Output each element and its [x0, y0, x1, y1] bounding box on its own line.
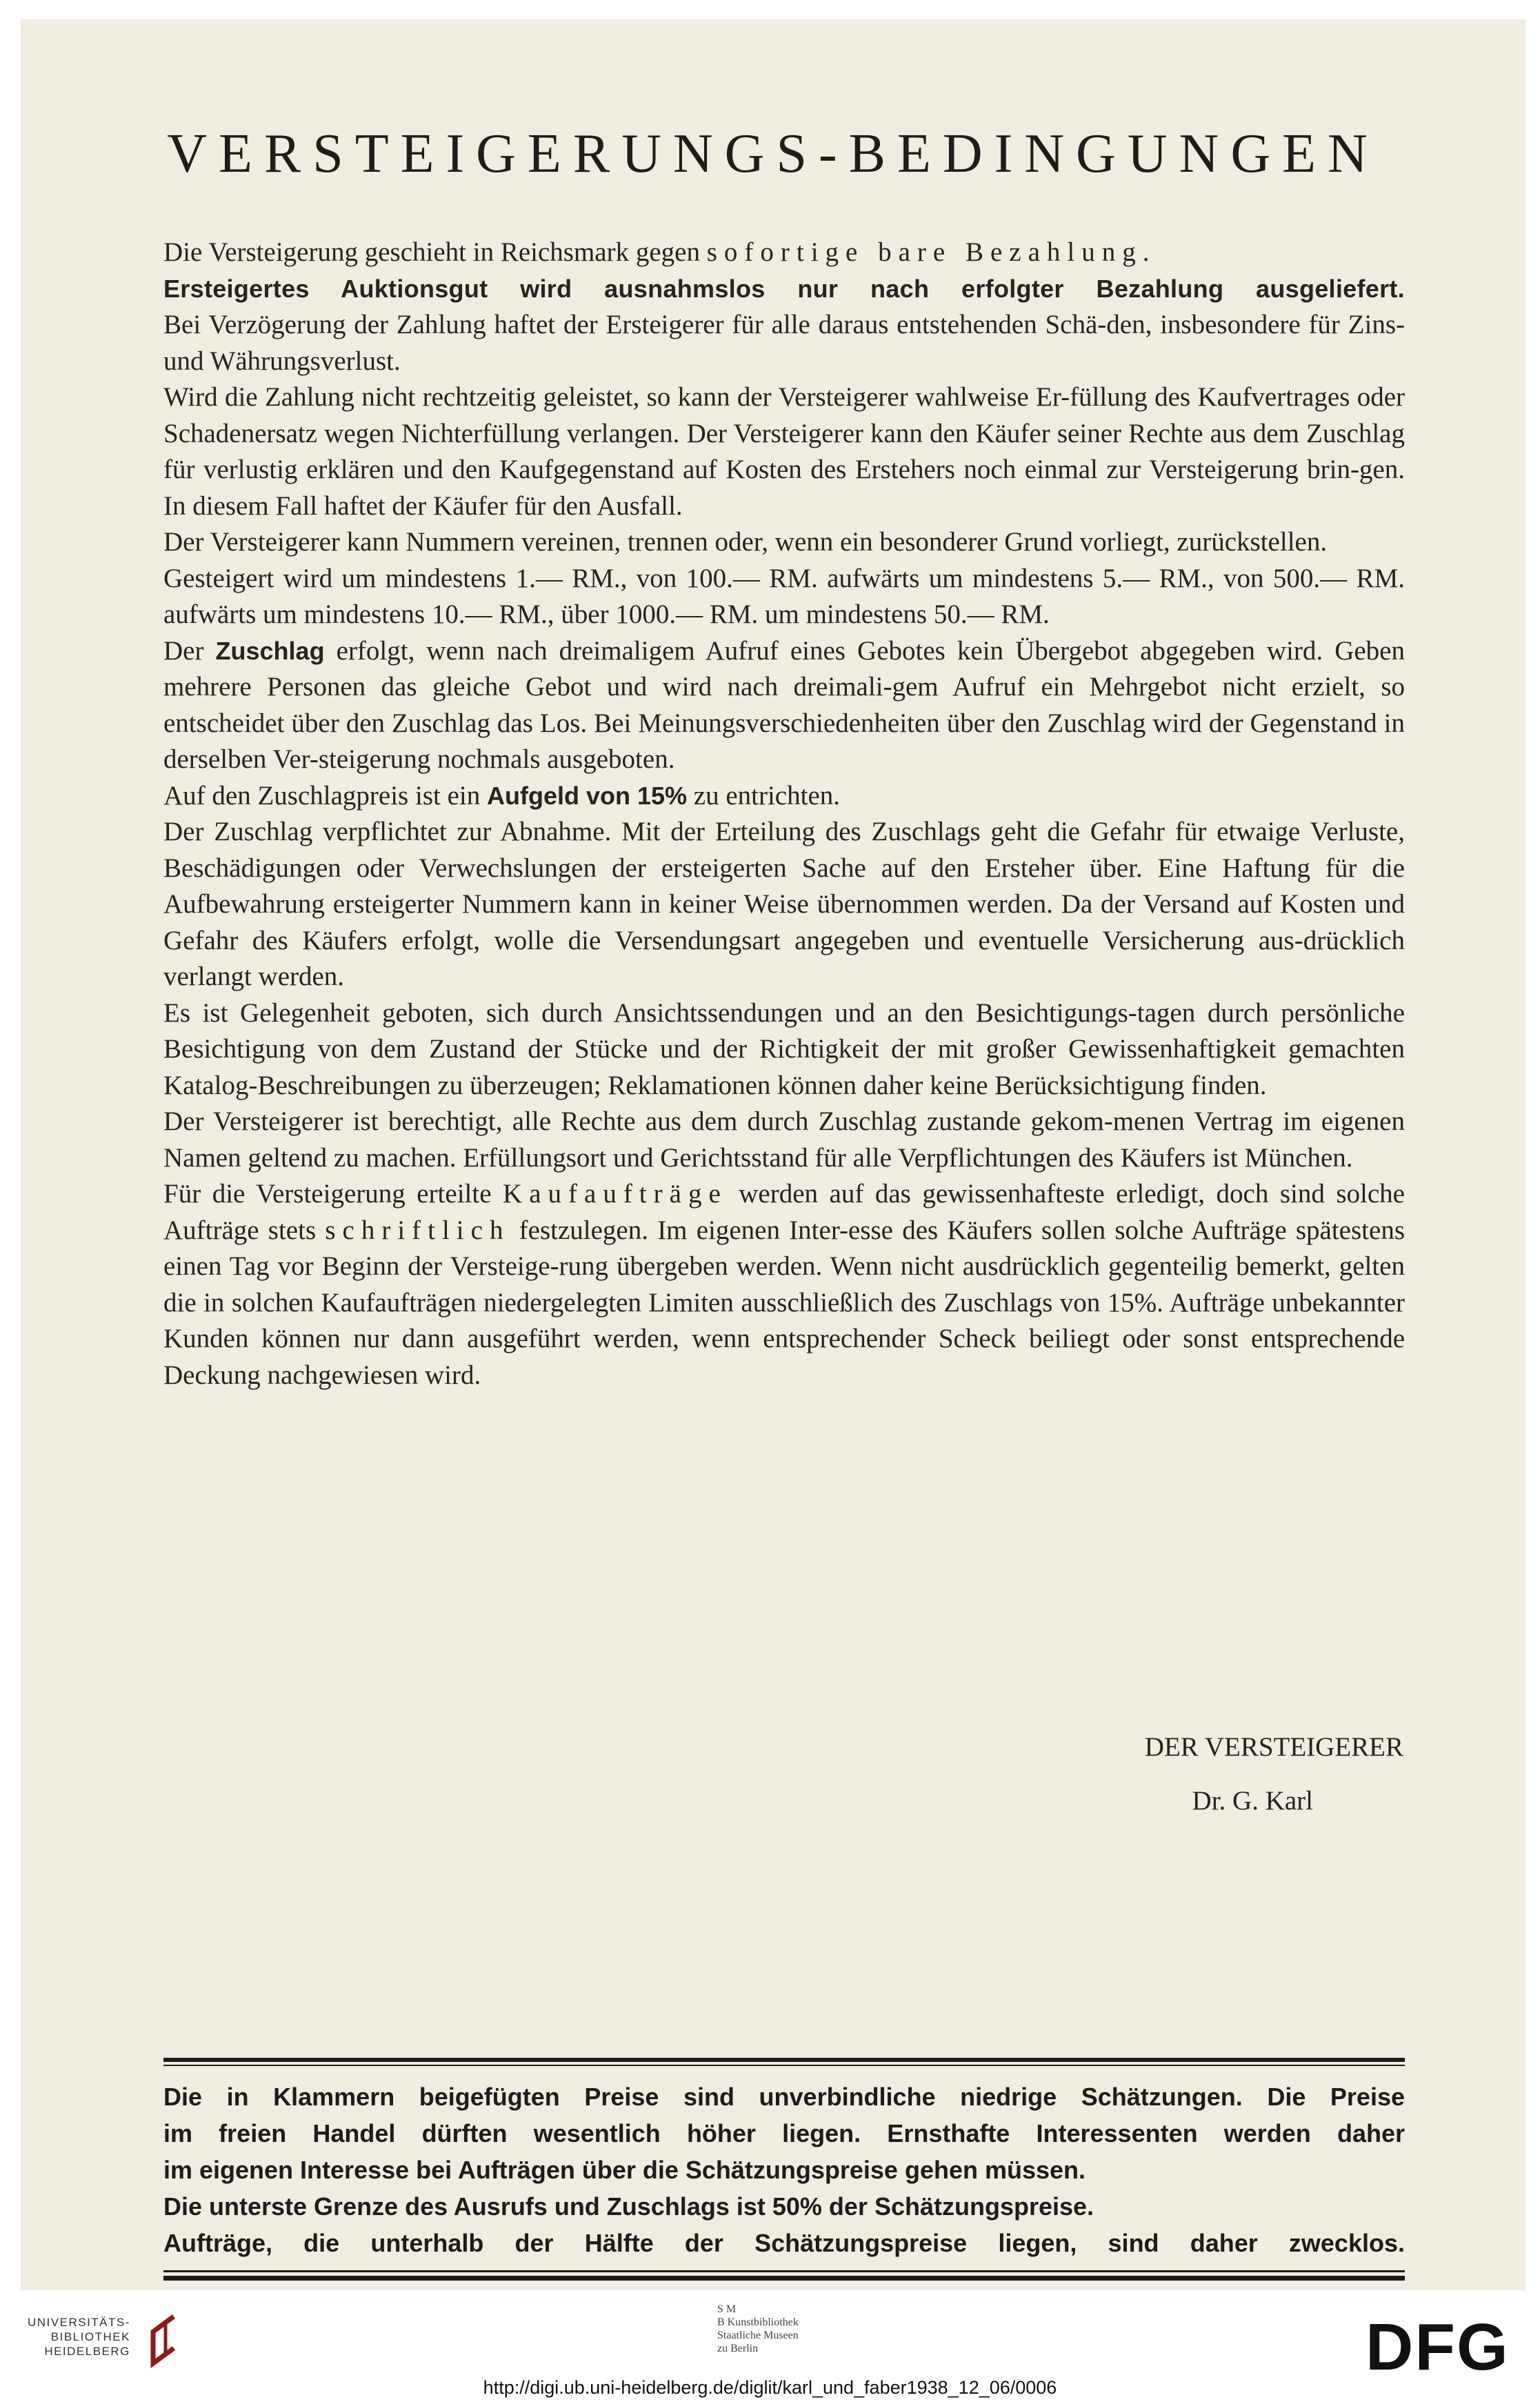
bold-emphasis: Ersteigertes Auktionsgut wird ausnahmslos nur nach erfolgter Bezahlung ausgeliefert. [163, 274, 1405, 303]
conditions-text [163, 235, 1405, 1393]
page-title: VERSTEIGERUNGS-BEDINGUNGEN [167, 123, 1379, 184]
document-page [21, 19, 1526, 2290]
paragraph-text: zu entrichten. [687, 780, 841, 811]
paragraph-text: festzulegen. Im eigenen Inter-esse des Käufers sollen solche Aufträge spätestens einen Tag vor Beginn der Versteige-rung übergeben werden. Wenn nicht ausdrücklich gegenteilig bemerkt, gelten die in solchen Kaufaufträgen niedergelegten Limiten ausschließlich des Zuschlags von 15%. Aufträge unbekannter Kunden können nur dann ausgeführt werden, wenn entsprechender Scheck beiliegt oder sonst entsprechende Deckung nachgewiesen wird. [163, 1215, 1405, 1390]
paragraph-text: Die Versteigerung geschieht in Reichsmark gegen [163, 237, 707, 267]
divider-rule [163, 2058, 1405, 2062]
library-logo-line: HEIDELBERG [44, 2345, 130, 2358]
paragraph-text: Bei Verzögerung der Zahlung haftet der Ersteigerer für alle daraus entstehenden Schä-den, insbesondere für Zins- und Währungsverlust. [163, 310, 1405, 376]
paragraph-orders [163, 1176, 1405, 1393]
paragraph-text: Für die Versteigerung erteilte [163, 1179, 503, 1209]
library-logo [28, 2315, 130, 2359]
paragraph-late-payment: Wird die Zahlung nicht rechtzeitig geleistet, so kann der Versteigerer wahlweise Er-füllung des Kaufvertrages oder Schadenersatz wegen Nichterfüllung verlangen. Der Versteigerer kann den Käufer seiner Rechte aus dem Zuschlag für verlustig erklären und den Kaufgegenstand auf Kosten des Erstehers noch einmal zur Versteigerung brin-gen. In diesem Fall haftet der Käufer für den Ausfall. [163, 382, 1405, 521]
signature-name: Dr. G. Karl [1192, 1786, 1313, 1816]
library-logo-line: BIBLIOTHEK [50, 2330, 130, 2343]
library-emblem-icon [138, 2311, 186, 2369]
paragraph-text: erfolgt, wenn nach dreimaligem Aufruf eines Gebotes kein Übergebot abgegeben wird. Geben mehrere Personen das gleiche Gebot und wird nach dreimali-gem Aufruf ein Mehrgebot nicht erzielt, so entscheidet über den Zuschlag das Los. Bei Meinungsverschiedenheiten über den Zuschlag wird der Gegenstand in derselben Ver-steigerung nochmals ausgeboten. [163, 635, 1405, 774]
price-notice [163, 2078, 1405, 2261]
bold-emphasis: Zuschlag [215, 636, 325, 665]
museum-stamp [717, 2303, 799, 2355]
paragraph-jurisdiction: Der Versteigerer ist berechtigt, alle Rechte aus dem durch Zuschlag zustande gekom-menen Vertrag im eigenen Namen geltend zu machen. Erfüllungsort und Gerichtsstand für alle Verpflichtungen des Käufers ist München. [163, 1106, 1405, 1173]
paragraph-hammer [163, 633, 1405, 778]
notice-line: Aufträge, die unterhalb der Hälfte der Schätzungspreise liegen, sind daher zwecklos. [163, 2229, 1405, 2257]
paragraph-obligation: Der Zuschlag verpflichtet zur Abnahme. Mit der Erteilung des Zuschlags geht die Gefahr für etwaige Verluste, Beschädigungen oder Verwechslungen der ersteigerten Sache auf den Ersteher über. Eine Haftung für die Aufbewahrung ersteigerter Nummern kann in keiner Weise übernommen werden. Da der Versand auf Kosten und Gefahr des Käufers erfolgt, wolle die Versendungsart angegeben und eventuelle Versicherung aus-drücklich verlangt werden. [163, 817, 1405, 991]
footer [0, 2290, 1540, 2402]
paragraph-increments: Gesteigert wird um mindestens 1.— RM., von 100.— RM. aufwärts um mindestens 5.— RM., von 500.— RM. aufwärts um mindestens 10.— RM., über 1000.— RM. um mindestens 50.— RM. [163, 563, 1405, 629]
source-url-link[interactable]: http://digi.ub.uni-heidelberg.de/diglit/karl_und_faber1938_12_06/0006 [483, 2377, 1057, 2398]
paragraph-inspection: Es ist Gelegenheit geboten, sich durch Ansichtssendungen und an den Besichtigungs-tagen durch persönliche Besichtigung von dem Zustand der Stücke und der Richtigkeit der mit großer Gewissenhaftigkeit gemachten Katalog-Beschreibungen zu überzeugen; Reklamationen können daher keine Berücksichtigung finden. [163, 997, 1405, 1100]
divider-rule [163, 2276, 1405, 2281]
divider-rule [163, 2270, 1405, 2272]
dfg-logo: DFG [1366, 2310, 1510, 2384]
paragraph-text: werden auf das gewissenhafteste erledigt, doch sind solche Aufträge stets [163, 1179, 1405, 1245]
paragraph-text: Auf den Zuschlagpreis ist ein [163, 780, 487, 811]
divider-rule [163, 2065, 1405, 2066]
paragraph-payment [163, 235, 1405, 271]
paragraph-premium [163, 778, 1405, 815]
notice-line: Die in Klammern beigefügten Preise sind unverbindliche niedrige Schätzungen. Die Preise [163, 2083, 1405, 2111]
notice-line: im eigenen Interesse bei Aufträgen über die Schätzungspreise gehen müssen. [163, 2156, 1086, 2184]
notice-line: im freien Handel dürften wesentlich höher liegen. Ernsthafte Interessenten werden daher [163, 2119, 1405, 2147]
paragraph-numbers: Der Versteigerer kann Nummern vereinen, trennen oder, wenn ein besonderer Grund vorliegt, zurückstellen. [163, 527, 1328, 557]
notice-line: Die unterste Grenze des Ausrufs und Zuschlags ist 50% der Schätzungspreise. [163, 2192, 1094, 2221]
stamp-line: zu Berlin [717, 2343, 759, 2354]
spaced-emphasis: Kaufaufträge [503, 1179, 728, 1209]
spaced-emphasis: schriftlich [325, 1215, 510, 1245]
stamp-line: Staatliche Museen [717, 2330, 799, 2341]
paragraph-text: Der [163, 635, 216, 666]
stamp-line: B Kunstbibliothek [717, 2316, 799, 2328]
stamp-line: S M [717, 2303, 737, 2315]
spaced-emphasis: sofortige bare Bezahlung. [706, 237, 1157, 267]
bold-emphasis: Aufgeld von 15% [486, 781, 688, 810]
paragraph-bold-delivery [163, 271, 1405, 308]
signature-title: DER VERSTEIGERER [1144, 1732, 1403, 1762]
paragraph-delay [163, 307, 1405, 379]
library-logo-line: UNIVERSITÄTS- [28, 2316, 130, 2329]
